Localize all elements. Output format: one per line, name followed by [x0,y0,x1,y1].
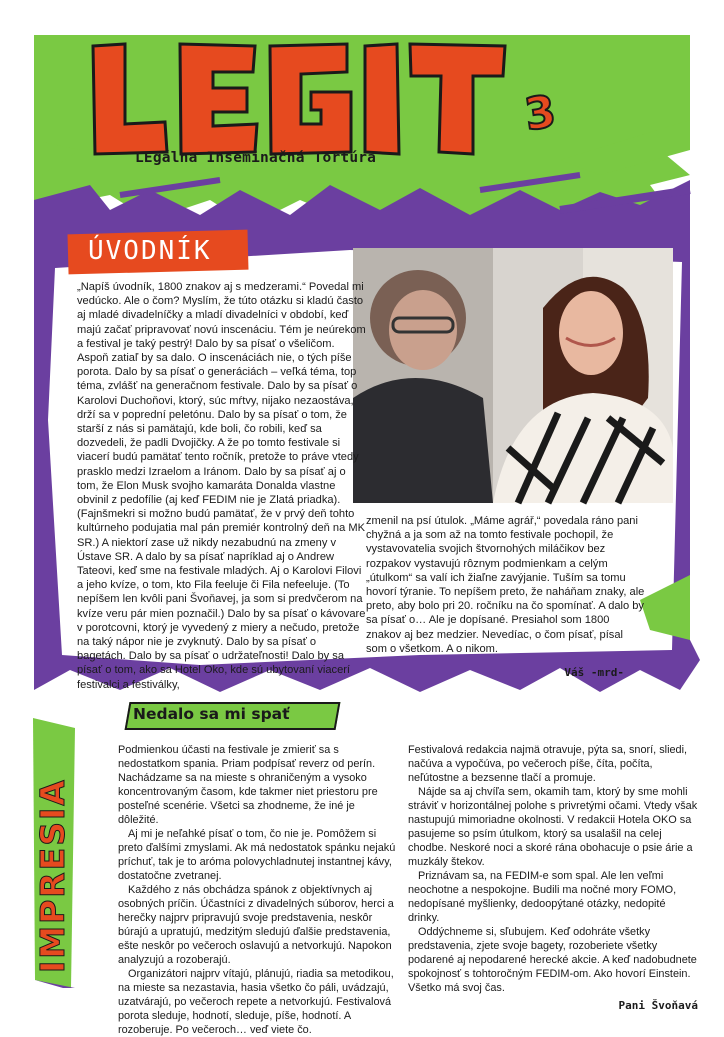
uvodnik-label: ÚVODNÍK [88,236,212,266]
masthead-title: LEGIT [85,23,132,40]
impresia-right-p2: Nájde sa aj chvíľa sem, okamih tam, ktorý by sme mohli stráviť v horizontálnej polohe s privretými očami. Vtedy však nastupujú mimoriadne okolnosti. V redakcii Hotela OKO sa pasujeme so psím útulkom, ktorý sa usalašil na celej chodbe. Neskoré noci a skoré rána obohacuje o psie árie a muzkály štekov. [408,786,698,868]
photo-two-people [353,248,673,503]
impresia-heading: Nedalo sa mi spať [133,705,290,723]
impresia-left-p2: Aj mi je neľahké písať o tom, čo nie je. Pomôžem si preto ďalšími zmyslami. Ak má nedostatok spánku nejakú príchuť, tak je to aróma polovychladnutej instantnej kávy, dostatočne zvetranej. [118,828,396,882]
impresia-column-left [118,743,398,1037]
impresia-column-right [408,743,698,1013]
uvodnik-left-paragraph: „Napíš úvodník, 1800 znakov aj s medzerami.“ Povedal mi vedúcko. Ale o čom? Myslím, že túto otázku si kladú často aj mladé divadelníčky a mladí divadelníci v období, keď majú začať pripravovať novú inscenáciu. Tém je neúrekom a festival je taký pestrý! Dalo by sa písať o všeličom. Aspoň zatiaľ by sa dalo. O inscenáciách nie, o tých píše porota. Dalo by sa písať o generáciách – veľká téma, top téma, zvlášť na generačnom festivale. Dalo by sa písať o Karolovi Duchoňovi, ktorý, súc mŕtvy, nijako nezaostáva, drží sa v poprední peletónu. Dalo by sa písať o tom, že starší z nás si pamätajú, kde boli, čo robili, keď sa dozvedeli, že padli Dvojičky. A že po tomto festivale si viacerí budú pamätať tento ročník, pretože to práve vtedy prasklo medzi Izraelom a Iránom. Dalo by sa písať aj o tom, že Elon Musk svojho kamaráta Donalda vlastne obvinil z pedofílie (aj keď FEDIM nie je Zlatá priadka). (Fajnšmekri si možno budú pamätať, že v prvý deň tohto kultúrneho podujatia mal pán premiér kontrolný deň na MK SR.) A niektorí zase už nikdy nezabudnú na zmeny v Ústave SR. A dalo by sa písať napríklad aj o Andrew Tateovi, keď sme na festivale mladých. Aj o Karolovi Filovi a jeho kvíze, o tom, kto Fila feeluje či Fila nefeeluje. (To nepíšem len kvôli pani Švoňavej, ja som si predvčerom na kvíze veru pár mien poznačil.) Dalo by sa písať o kávovare v porotcovni, ktorý je vyvedený z miery a nečudo, pretože na taký nápor nie je zvyknutý. Dalo by sa písať o bagetách. Dalo by sa písať o udržateľnosti! Dalo by sa písať o tom, ako sa Hotel Oko, kde sú ubytovaní viacerí festivalci a festiválky, [77,281,366,691]
impresia-right-p3: Priznávam sa, na FEDIM-e som spal. Ale len veľmi neochotne a nespokojne. Budili ma nočné mory FOMO, nedopísané myšlienky, dedoopýtané otázky, nedopité drinky. [408,870,677,924]
impresia-right-p4: Oddýchneme si, sľubujem. Keď odohráte všetky predstavenia, zjete svoje bagety, rozoberiete všetky podarené aj nepodarené herecké akcie. A keď nadobudnete spokojnosť s tohtoročným FEDIM-om. Ako hovorí Einstein. Všetko má svoj čas. [408,926,697,994]
legit-logo [85,23,555,158]
impresia-left-p3: Každého z nás obchádza spánok z objektívnych aj osobných príčin. Účastníci z divadelných súborov, herci a herečky najprv pripravujú svoje predstavenia, neskôr búrajú a upratujú, medzitým sledujú ďalšie predstavenia, ešte neskôr po večeroch oslavujú a netvorkujú. Napokon analyzujú a rozoberajú. [118,884,394,966]
uvodnik-signature: Váš -mrd- [564,666,624,680]
uvodnik-right-paragraph: zmenil na psí útulok. „Máme agrář,“ povedala ráno pani chyžná a ja som až na tomto festivale pochopil, že vystavovatelia svojich štvornohých miláčikov bez rozpakov vystavujú rôznym podmienkam a celým „útulkom“ sa valí ich žiaľne zavýjanie. Tuším sa tomu hovorí týranie. To nepíšem preto, že naháňam znaky, ale preto, aby bolo pri 20. ročníku na čo spomínať. A dalo by sa písať o… Ale je dopísané. Presiahol som 1800 znakov aj bez medzier. Nevedíac, o čom písať, písal som o všetkom. A o nikom. [366,515,645,655]
issue-number: 3 [521,86,560,141]
uvodnik-text-right [366,514,646,680]
impresia-section-label: IMPRESIA [33,778,72,973]
impresia-left-p4: Organizátori najprv vítajú, plánujú, riadia sa metodikou, na mieste sa nezastavia, hasia všetko čo páli, uvádzajú, uzatvárajú, po večeroch repete a netvorkujú. Festivalová porota sleduje, hodnotí, sleduje, píše, hodnotí. A rozoberuje. Po večeroch… veď viete čo. [118,968,394,1036]
uvodnik-text-left [77,280,367,692]
impresia-left-p1: Podmienkou účasti na festivale je zmieriť sa s nedostatkom spania. Priam podpísať reverz od perín. Nachádzame sa na mieste s ohraničeným a vysoko koncentrovaným časom, kde takmer niet priestoru pre posteľné scenérie. Všetci sa zhodneme, že iné je dôležité. [118,744,378,826]
impresia-signature: Pani Švoňavá [618,999,698,1012]
impresia-right-p1: Festivalová redakcia najmä otravuje, pýta sa, snorí, sliedi, načúva a vypočúva, po večeroch píše, číta, počíta, neľútostne a bezsenne tlačí a promuje. [408,744,688,784]
impresia-side-strip [33,718,75,988]
masthead-subtitle: LEgálna Inseminačná Tortúra [135,150,377,166]
